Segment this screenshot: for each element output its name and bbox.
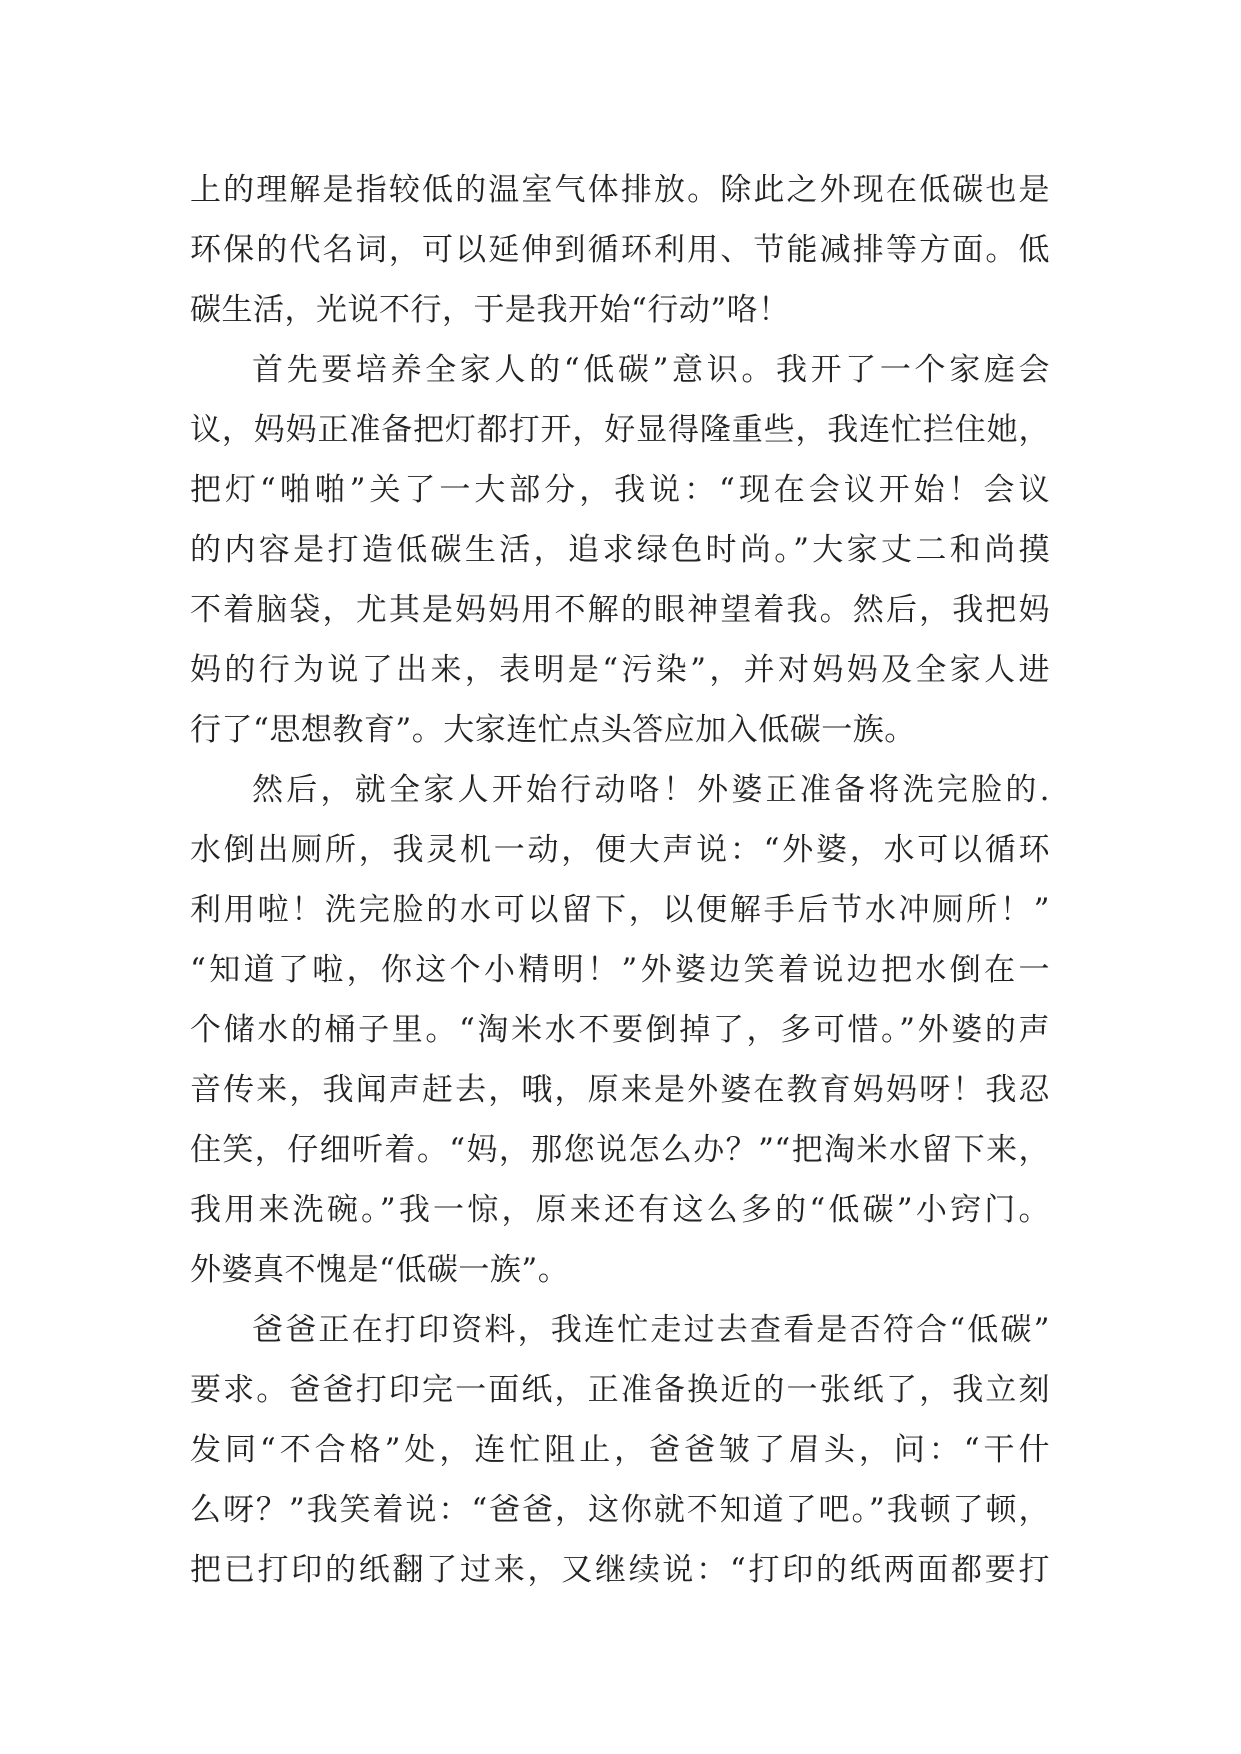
text-line: 个储水的桶子里。“淘米水不要倒掉了，多可惜。”外婆的声 xyxy=(190,1012,1050,1048)
text-line: 么呀？”我笑着说：“爸爸，这你就不知道了吧。”我顿了顿， xyxy=(190,1492,1050,1528)
text-line: 的内容是打造低碳生活，追求绿色时尚。”大家丈二和尚摸 xyxy=(190,532,1050,568)
paragraph-4 xyxy=(190,1300,1050,1600)
text-line: 住笑，仔细听着。“妈，那您说怎么办？”“把淘米水留下来， xyxy=(190,1132,1050,1168)
document-body xyxy=(190,160,1050,1600)
text-line: “知道了啦，你这个小精明！”外婆边笑着说边把水倒在一 xyxy=(190,952,1050,988)
text-line: 我用来洗碗。”我一惊，原来还有这么多的“低碳”小窍门。 xyxy=(190,1192,1050,1228)
text-line: 音传来，我闻声赶去，哦，原来是外婆在教育妈妈呀！我忍 xyxy=(190,1072,1050,1108)
text-line: 水倒出厕所，我灵机一动，便大声说：“外婆，水可以循环 xyxy=(190,832,1050,868)
text-line: 议，妈妈正准备把灯都打开，好显得隆重些，我连忙拦住她， xyxy=(190,412,1050,448)
text-line: 利用啦！洗完脸的水可以留下，以便解手后节水冲厕所！” xyxy=(190,892,1050,928)
text-line: 首先要培养全家人的“低碳”意识。我开了一个家庭会 xyxy=(252,352,1050,388)
text-line: 爸爸正在打印资料，我连忙走过去查看是否符合“低碳” xyxy=(252,1312,1050,1348)
paragraph-1 xyxy=(190,160,1050,340)
text-line: 把灯“啪啪”关了一大部分，我说：“现在会议开始！会议 xyxy=(190,472,1050,508)
text-line: 碳生活，光说不行，于是我开始“行动”咯！ xyxy=(190,292,790,328)
text-line: 妈的行为说了出来，表明是“污染”，并对妈妈及全家人进 xyxy=(190,652,1050,688)
text-line: 环保的代名词，可以延伸到循环利用、节能减排等方面。低 xyxy=(190,232,1050,268)
text-line: 要求。爸爸打印完一面纸，正准备换近的一张纸了，我立刻 xyxy=(190,1372,1050,1408)
text-line: 外婆真不愧是“低碳一族”。 xyxy=(190,1252,570,1288)
text-line: 把已打印的纸翻了过来，又继续说：“打印的纸两面都要打 xyxy=(190,1552,1050,1588)
text-line: 不着脑袋，尤其是妈妈用不解的眼神望着我。然后，我把妈 xyxy=(190,592,1050,628)
text-line: 行了“思想教育”。大家连忙点头答应加入低碳一族。 xyxy=(190,712,916,748)
text-line: 发同“不合格”处，连忙阻止，爸爸皱了眉头，问：“干什 xyxy=(190,1432,1050,1468)
paragraph-3 xyxy=(190,760,1050,1300)
text-line: 上的理解是指较低的温室气体排放。除此之外现在低碳也是 xyxy=(190,172,1050,208)
paragraph-2 xyxy=(190,340,1050,760)
text-line: 然后，就全家人开始行动咯！外婆正准备将洗完脸的. xyxy=(252,772,1050,808)
